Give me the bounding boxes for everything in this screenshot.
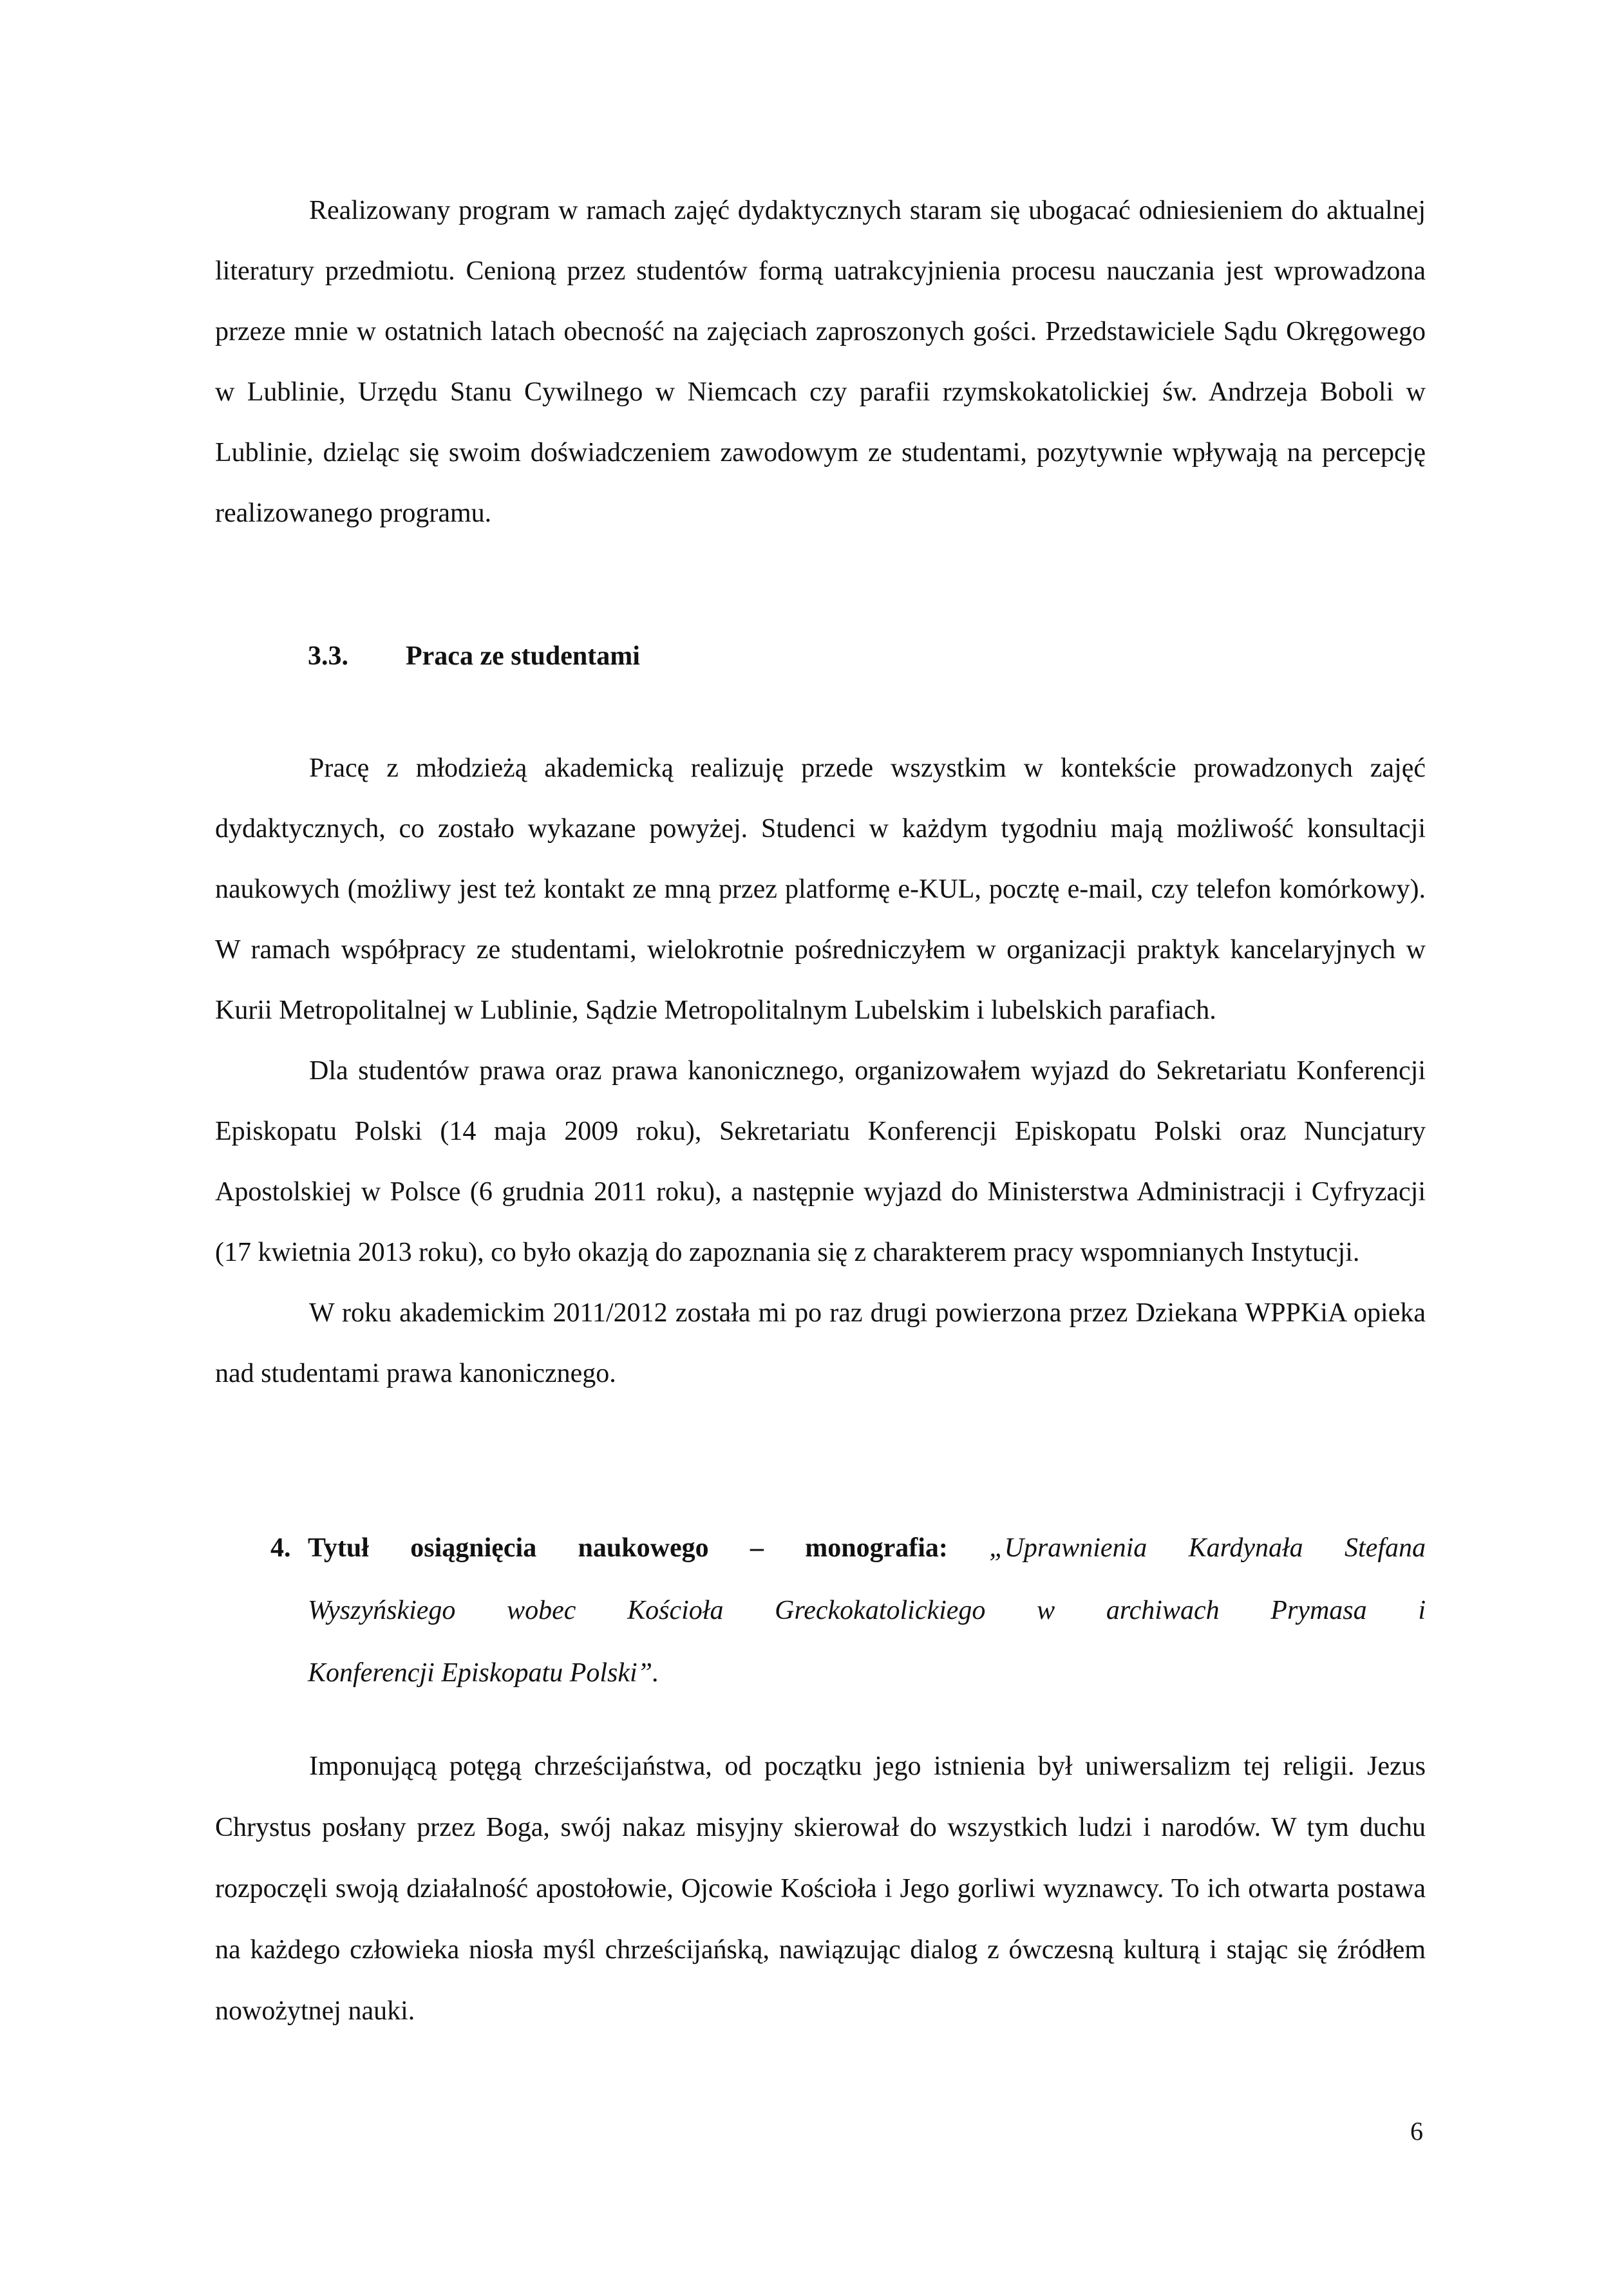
page-number: 6 bbox=[1410, 2117, 1423, 2146]
section-4-title-part-2: Wyszyńskiego wobec Kościoła Greckokatolickiego w archiwach Prymasa i bbox=[308, 1596, 1426, 1625]
section-4-number: 4. bbox=[270, 1533, 291, 1563]
paragraph-praca: Pracę z młodzieżą akademicką realizuję przede wszystkim w kontekście prowadzonych zajęć dydaktycznych, co zostało wykazane powyżej. Studenci w każdym tygodniu mają możliwość konsultacji naukowych (możliwy jest też kontakt ze mną przez platformę e-KUL, pocztę e-mail, czy telefon komórkowy). W ramach współpracy ze studentami, wielokrotnie pośredniczyłem w organizacji praktyk kancelaryjnych w Kurii Metropolitalnej w Lublinie, Sądzie Metropolitalnym Lubelskim i lubelskich parafiach. bbox=[215, 753, 1426, 1025]
section-number: 3.3. bbox=[308, 641, 348, 671]
section-4-heading bbox=[270, 1517, 1426, 1705]
section-3-3-heading bbox=[308, 626, 640, 686]
paragraph-uniwersalizm: Imponującą potęgą chrześcijaństwa, od początku jego istnienia był uniwersalizm tej religii. Jezus Chrystus posłany przez Boga, swój nakaz misyjny skierował do wszystkich ludzi i narodów. W tym duchu rozpoczęli swoją działalność apostołowie, Ojcowie Kościoła i Jego gorliwi wyznawcy. To ich otwarta postawa na każdego człowieka niosła myśl chrześcijańską, nawiązując dialog z ówczesną kulturą i stając się źródłem nowożytnej nauki. bbox=[215, 1752, 1426, 2026]
section-4-title-part-1: „Uprawnienia Kardynała Stefana bbox=[989, 1533, 1426, 1563]
section-4-label: Tytuł osiągnięcia naukowego – monografia: bbox=[308, 1533, 948, 1563]
intro-paragraph: Realizowany program w ramach zajęć dydaktycznych staram się ubogacać odniesieniem do aktualnej literatury przedmiotu. Cenioną przez studentów formą uatrakcyjnienia procesu nauczania jest wprowadzona przeze mnie w ostatnich latach obecność na zajęciach zaproszonych gości. Przedstawiciele Sądu Okręgowego w Lublinie, Urzędu Stanu Cywilnego w Niemcach czy parafii rzymskokatolickiej św. Andrzeja Boboli w Lublinie, dzieląc się swoim doświadczeniem zawodowym ze studentami, pozytywnie wpływają na percepcję realizowanego programu. bbox=[215, 196, 1426, 528]
paragraph-wyjazdy: Dla studentów prawa oraz prawa kanonicznego, organizowałem wyjazd do Sekretariatu Konferencji Episkopatu Polski (14 maja 2009 roku), Sekretariatu Konferencji Episkopatu Polski oraz Nuncjatury Apostolskiej w Polsce (6 grudnia 2011 roku), a następnie wyjazd do Ministerstwa Administracji i Cyfryzacji (17 kwietnia 2013 roku), co było okazją do zapoznania się z charakterem pracy wspomnianych Instytucji. bbox=[215, 1056, 1426, 1267]
section-4-line-1 bbox=[270, 1517, 1426, 1580]
section-4-title-part-3: Konferencji Episkopatu Polski”. bbox=[308, 1658, 659, 1688]
section-title: Praca ze studentami bbox=[406, 641, 640, 671]
section-4-body bbox=[215, 1736, 1426, 2042]
intro-section bbox=[215, 180, 1426, 543]
section-3-3-body bbox=[215, 738, 1426, 1404]
paragraph-opieka: W roku akademickim 2011/2012 została mi po raz drugi powierzona przez Dziekana WPPKiA opieka nad studentami prawa kanonicznego. bbox=[215, 1298, 1426, 1388]
